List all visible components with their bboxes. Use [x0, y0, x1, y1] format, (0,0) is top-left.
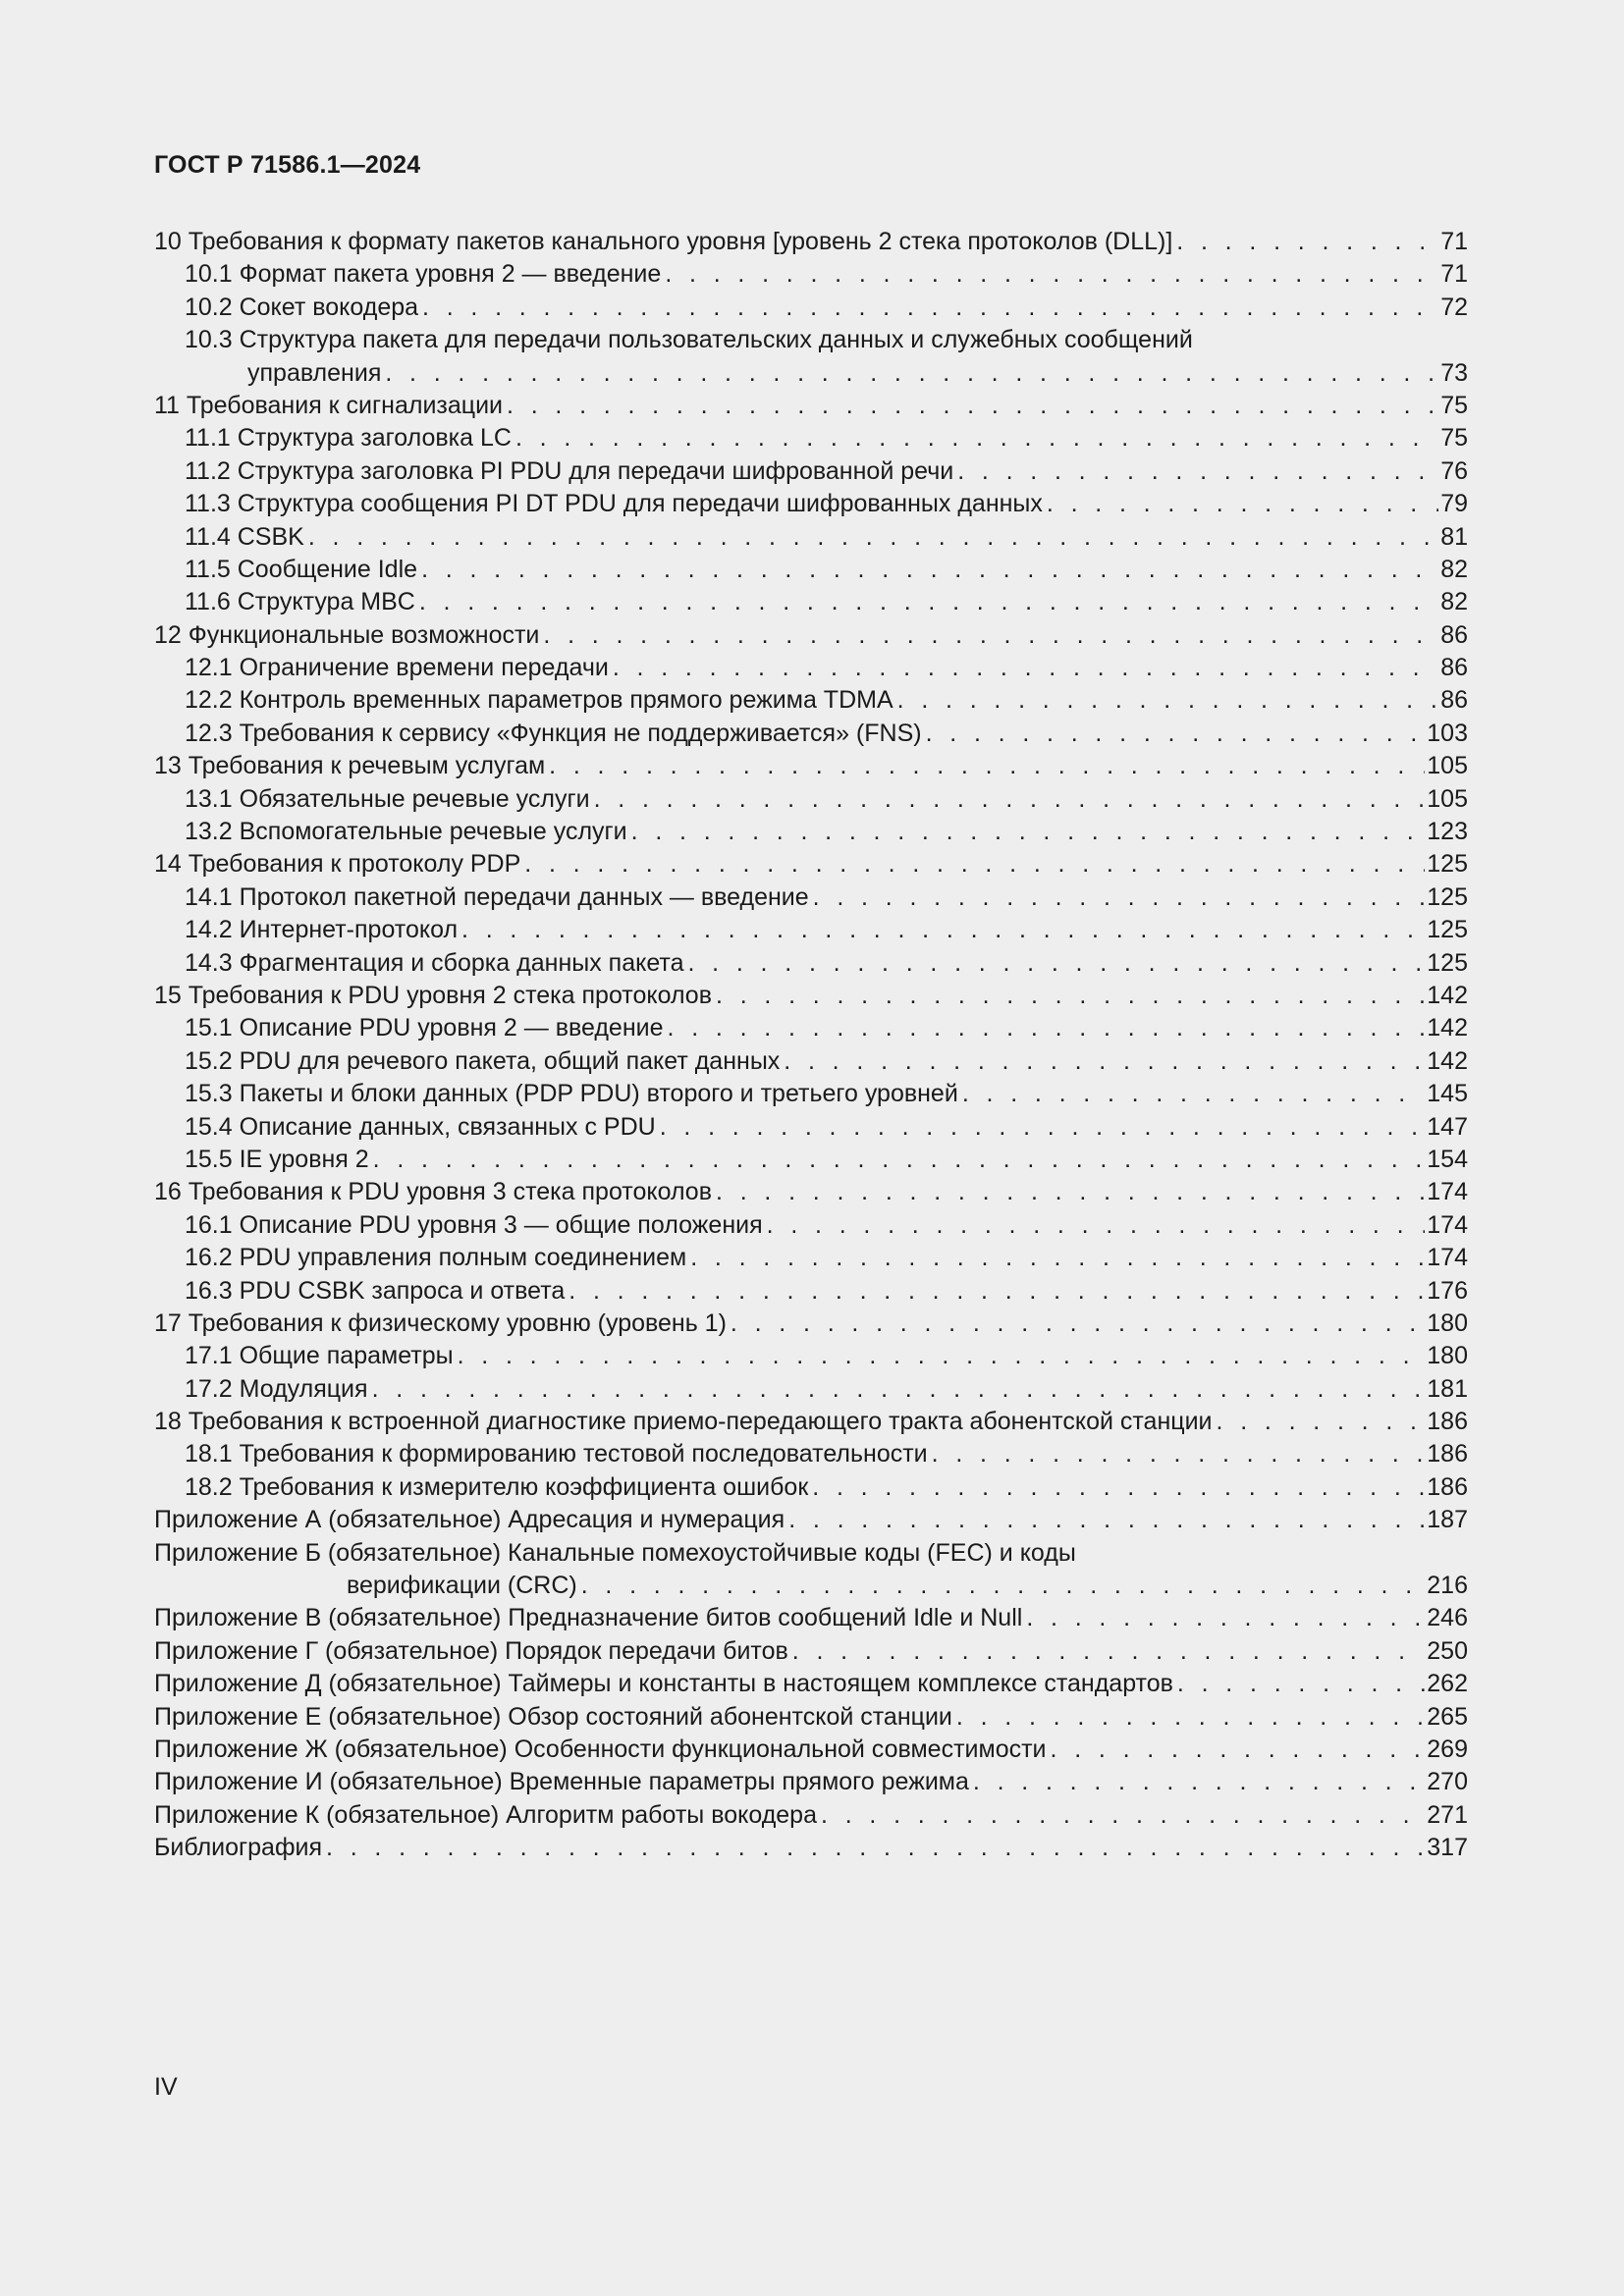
toc-entry-title: Приложение Е (обязательное) Обзор состояний абонентской станции	[154, 1702, 952, 1731]
toc-entry	[154, 1176, 1468, 1208]
toc-entry	[154, 1537, 1468, 1570]
toc-entry-page: 186	[1427, 1472, 1468, 1501]
toc-entry	[154, 1012, 1468, 1044]
toc-entry-page: 317	[1427, 1834, 1468, 1862]
toc-leader-dots	[668, 1012, 1426, 1044]
toc-entry-page: 262	[1427, 1670, 1468, 1698]
toc-entry-title: 13.2 Вспомогательные речевые услуги	[185, 818, 627, 846]
toc-entry-page: 265	[1427, 1702, 1468, 1731]
toc-entry	[154, 1078, 1468, 1110]
toc-entry-page: 270	[1427, 1768, 1468, 1796]
toc-entry	[154, 1471, 1468, 1504]
toc-leader-dots	[812, 1471, 1425, 1504]
toc-leader-dots	[788, 1504, 1425, 1536]
toc-entry	[154, 1144, 1468, 1176]
toc-entry-page: 75	[1440, 424, 1468, 453]
toc-entry-page: 181	[1427, 1374, 1468, 1403]
toc-leader-dots	[957, 455, 1438, 488]
toc-leader-dots	[326, 1832, 1425, 1864]
toc-entry-page: 73	[1440, 358, 1468, 387]
toc-entry	[154, 816, 1468, 848]
toc-leader-dots	[956, 1701, 1425, 1734]
toc-entry	[154, 1045, 1468, 1078]
toc-leader-dots	[932, 1438, 1426, 1470]
toc-entry-title: Приложение В (обязательное) Предназначение битов сообщений Idle и Null	[154, 1604, 1023, 1632]
toc-entry	[154, 390, 1468, 422]
toc-leader-dots	[507, 390, 1438, 422]
toc-entry	[154, 357, 1468, 390]
toc-leader-dots	[792, 1635, 1426, 1668]
toc-entry-title: Приложение Б (обязательное) Канальные помехоустойчивые коды (FEC) и коды	[154, 1538, 1076, 1567]
toc-leader-dots	[422, 292, 1438, 324]
toc-entry-page: 186	[1427, 1440, 1468, 1468]
toc-entry	[154, 684, 1468, 717]
toc-entry-title: 18.2 Требования к измерителю коэффициента ошибок	[185, 1472, 809, 1501]
toc-entry-title: 16 Требования к PDU уровня 3 стека протоколов	[154, 1178, 712, 1206]
toc-entry	[154, 1602, 1468, 1634]
toc-entry-title: 15.2 PDU для речевого пакета, общий пакет данных	[185, 1046, 781, 1075]
toc-leader-dots	[419, 586, 1438, 618]
toc-entry-title: 14.3 Фрагментация и сборка данных пакета	[185, 948, 684, 977]
toc-leader-dots	[962, 1078, 1425, 1110]
toc-entry-title: Приложение А (обязательное) Адресация и нумерация	[154, 1506, 785, 1534]
toc-entry-title: 11.4 CSBK	[185, 522, 304, 551]
toc-entry-title: 15.5 IE уровня 2	[185, 1145, 369, 1173]
toc-entry-title: 16.3 PDU CSBK запроса и ответа	[185, 1276, 566, 1305]
toc-leader-dots	[690, 1242, 1425, 1274]
toc-entry-title: 13.1 Обязательные речевые услуги	[185, 784, 590, 813]
toc-entry-title: 10.3 Структура пакета для передачи пользовательских данных и служебных сообщений	[185, 326, 1193, 354]
toc-entry-title: Приложение Ж (обязательное) Особенности функциональной совместимости	[154, 1735, 1047, 1763]
toc-entry	[154, 1766, 1468, 1798]
toc-entry	[154, 1504, 1468, 1536]
toc-leader-dots	[784, 1045, 1425, 1078]
toc-entry	[154, 422, 1468, 454]
toc-leader-dots	[568, 1275, 1425, 1308]
toc-entry-title: 10.2 Сокет вокодера	[185, 293, 419, 321]
toc-leader-dots	[458, 1340, 1426, 1372]
toc-entry-title: 12.2 Контроль временных параметров прямого режима TDMA	[185, 686, 893, 715]
toc-leader-dots	[716, 980, 1425, 1012]
toc-entry-page: 75	[1440, 391, 1468, 419]
toc-entry-title: 12 Функциональные возможности	[154, 620, 540, 649]
toc-entry-page: 186	[1427, 1408, 1468, 1436]
toc-entry-page: 142	[1427, 1014, 1468, 1042]
toc-entry	[154, 292, 1468, 324]
toc-leader-dots	[543, 619, 1438, 652]
toc-entry	[154, 750, 1468, 782]
toc-entry-title: Приложение Д (обязательное) Таймеры и константы в настоящем комплексе стандартов	[154, 1670, 1173, 1698]
toc-entry	[154, 455, 1468, 488]
toc-entry-page: 86	[1440, 686, 1468, 715]
toc-entry-page: 142	[1427, 1046, 1468, 1075]
toc-entry	[154, 586, 1468, 618]
toc-entry	[154, 1209, 1468, 1242]
toc-entry	[154, 1340, 1468, 1372]
toc-entry-title: 12.1 Ограничение времени передачи	[185, 654, 609, 682]
toc-leader-dots	[1217, 1406, 1426, 1438]
toc-entry-page: 86	[1440, 620, 1468, 649]
toc-entry-title: 17.1 Общие параметры	[185, 1342, 454, 1370]
toc-leader-dots	[665, 258, 1438, 291]
toc-entry	[154, 1701, 1468, 1734]
toc-entry	[154, 783, 1468, 816]
toc-leader-dots	[373, 1144, 1426, 1176]
toc-leader-dots	[421, 554, 1438, 586]
toc-entry	[154, 619, 1468, 652]
toc-entry-title: Приложение И (обязательное) Временные параметры прямого режима	[154, 1768, 969, 1796]
toc-entry	[154, 848, 1468, 881]
toc-leader-dots	[767, 1209, 1426, 1242]
toc-leader-dots	[1047, 488, 1438, 520]
toc-leader-dots	[308, 521, 1438, 554]
toc-leader-dots	[813, 881, 1426, 914]
toc-entry	[154, 226, 1468, 258]
toc-entry-page: 174	[1427, 1210, 1468, 1239]
toc-entry-page: 142	[1427, 981, 1468, 1009]
toc-entry-page: 72	[1440, 293, 1468, 321]
toc-leader-dots	[372, 1373, 1426, 1406]
toc-entry-title: 15.4 Описание данных, связанных с PDU	[185, 1112, 656, 1141]
toc-entry-page: 180	[1427, 1342, 1468, 1370]
toc-entry-title: 18 Требования к встроенной диагностике приемо-передающего тракта абонентской станции	[154, 1408, 1213, 1436]
toc-entry	[154, 1242, 1468, 1274]
toc-entry	[154, 652, 1468, 684]
toc-entry-page: 76	[1440, 456, 1468, 485]
toc-entry-title: 15.3 Пакеты и блоки данных (PDP PDU) второго и третьего уровней	[185, 1080, 958, 1108]
toc-entry	[154, 488, 1468, 520]
toc-entry	[154, 324, 1468, 356]
toc-entry-page: 86	[1440, 654, 1468, 682]
toc-entry	[154, 881, 1468, 914]
toc-entry-title: 16.2 PDU управления полным соединением	[185, 1244, 687, 1272]
toc-entry-page: 271	[1427, 1800, 1468, 1829]
toc-entry-page: 187	[1427, 1506, 1468, 1534]
toc-leader-dots	[926, 718, 1426, 750]
toc-entry-title: 11 Требования к сигнализации	[154, 391, 504, 419]
toc-entry	[154, 1635, 1468, 1668]
toc-entry-title: 15 Требования к PDU уровня 2 стека протоколов	[154, 981, 712, 1009]
table-of-contents	[154, 226, 1468, 1865]
toc-leader-dots	[581, 1570, 1426, 1602]
toc-entry-title: 12.3 Требования к сервису «Функция не поддерживается» (FNS)	[185, 719, 922, 747]
toc-leader-dots	[660, 1111, 1426, 1144]
toc-entry-title: 11.3 Структура сообщения PI DT PDU для передачи шифрованных данных	[185, 490, 1043, 518]
document-header: ГОСТ Р 71586.1—2024	[154, 151, 421, 179]
toc-entry	[154, 1734, 1468, 1766]
toc-entry-title: 14.1 Протокол пакетной передачи данных — введение	[185, 882, 809, 911]
toc-entry	[154, 1438, 1468, 1470]
toc-entry-title: 18.1 Требования к формированию тестовой последовательности	[185, 1440, 928, 1468]
toc-entry-page: 125	[1427, 882, 1468, 911]
toc-entry-title: 15.1 Описание PDU уровня 2 — введение	[185, 1014, 664, 1042]
toc-entry	[154, 1373, 1468, 1406]
toc-entry-page: 123	[1427, 818, 1468, 846]
toc-entry-page: 81	[1440, 522, 1468, 551]
toc-entry-page: 145	[1427, 1080, 1468, 1108]
toc-entry-title: управления	[247, 358, 382, 387]
page-number: IV	[154, 2073, 178, 2101]
toc-leader-dots	[897, 684, 1439, 717]
toc-entry	[154, 1406, 1468, 1438]
toc-entry-page: 105	[1427, 784, 1468, 813]
toc-entry	[154, 1799, 1468, 1832]
toc-entry-title: 14 Требования к протоколу PDP	[154, 850, 521, 879]
toc-entry-page: 180	[1427, 1308, 1468, 1337]
toc-entry-page: 216	[1427, 1572, 1468, 1600]
toc-entry	[154, 947, 1468, 980]
toc-entry	[154, 258, 1468, 291]
toc-entry-page: 82	[1440, 588, 1468, 616]
toc-entry	[154, 980, 1468, 1012]
toc-leader-dots	[1177, 1668, 1425, 1700]
toc-leader-dots	[716, 1176, 1425, 1208]
toc-entry	[154, 1308, 1468, 1340]
toc-leader-dots	[1051, 1734, 1426, 1766]
toc-entry-page: 79	[1440, 490, 1468, 518]
toc-entry-page: 125	[1427, 948, 1468, 977]
toc-entry-page: 71	[1440, 228, 1468, 255]
toc-leader-dots	[631, 816, 1426, 848]
toc-entry-title: 16.1 Описание PDU уровня 3 — общие положения	[185, 1210, 763, 1239]
toc-entry-title: Приложение Г (обязательное) Порядок передачи битов	[154, 1636, 788, 1665]
toc-entry-page: 125	[1427, 850, 1468, 879]
toc-entry-title: Приложение К (обязательное) Алгоритм работы вокодера	[154, 1800, 817, 1829]
toc-leader-dots	[461, 914, 1425, 946]
toc-entry	[154, 1570, 1468, 1602]
toc-entry-page: 82	[1440, 555, 1468, 583]
toc-entry-page: 174	[1427, 1244, 1468, 1272]
toc-leader-dots	[821, 1799, 1425, 1832]
toc-entry	[154, 1668, 1468, 1700]
toc-entry-page: 176	[1427, 1276, 1468, 1305]
toc-entry	[154, 1111, 1468, 1144]
toc-entry-title: 11.2 Структура заголовка PI PDU для передачи шифрованной речи	[185, 456, 954, 485]
toc-entry-title: 11.6 Структура MBC	[185, 588, 415, 616]
toc-entry	[154, 521, 1468, 554]
toc-entry-title: 17 Требования к физическому уровню (уровень 1)	[154, 1308, 727, 1337]
toc-leader-dots	[1176, 226, 1438, 258]
toc-entry-title: 11.5 Сообщение Idle	[185, 555, 418, 583]
toc-leader-dots	[549, 750, 1425, 782]
toc-entry-page: 174	[1427, 1178, 1468, 1206]
toc-leader-dots	[1026, 1602, 1425, 1634]
toc-entry-title: 10.1 Формат пакета уровня 2 — введение	[185, 260, 662, 289]
toc-entry-page: 147	[1427, 1112, 1468, 1141]
toc-entry-page: 103	[1427, 719, 1468, 747]
toc-entry-title: 13 Требования к речевым услугам	[154, 752, 546, 780]
toc-entry	[154, 554, 1468, 586]
toc-entry-title: верификации (CRC)	[347, 1572, 577, 1600]
toc-leader-dots	[524, 848, 1425, 881]
toc-leader-dots	[594, 783, 1426, 816]
toc-entry-title: 11.1 Структура заголовка LC	[185, 424, 512, 453]
toc-entry-page: 246	[1427, 1604, 1468, 1632]
toc-leader-dots	[613, 652, 1438, 684]
toc-entry-title: Библиография	[154, 1834, 323, 1862]
toc-entry	[154, 718, 1468, 750]
toc-leader-dots	[731, 1308, 1425, 1340]
toc-entry-page: 105	[1427, 752, 1468, 780]
toc-leader-dots	[515, 422, 1438, 454]
toc-entry	[154, 1832, 1468, 1864]
toc-entry-page: 250	[1427, 1636, 1468, 1665]
toc-entry-page: 154	[1427, 1145, 1468, 1173]
toc-entry-title: 10 Требования к формату пакетов канального уровня [уровень 2 стека протоколов (DLL)]	[154, 228, 1173, 255]
toc-entry-title: 14.2 Интернет-протокол	[185, 916, 459, 944]
toc-leader-dots	[385, 357, 1438, 390]
toc-entry-page: 71	[1440, 260, 1468, 289]
toc-entry	[154, 1275, 1468, 1308]
toc-entry-title: 17.2 Модуляция	[185, 1374, 368, 1403]
toc-leader-dots	[973, 1766, 1425, 1798]
toc-entry	[154, 914, 1468, 946]
toc-entry-page: 269	[1427, 1735, 1468, 1763]
toc-entry-page: 125	[1427, 916, 1468, 944]
toc-leader-dots	[687, 947, 1425, 980]
